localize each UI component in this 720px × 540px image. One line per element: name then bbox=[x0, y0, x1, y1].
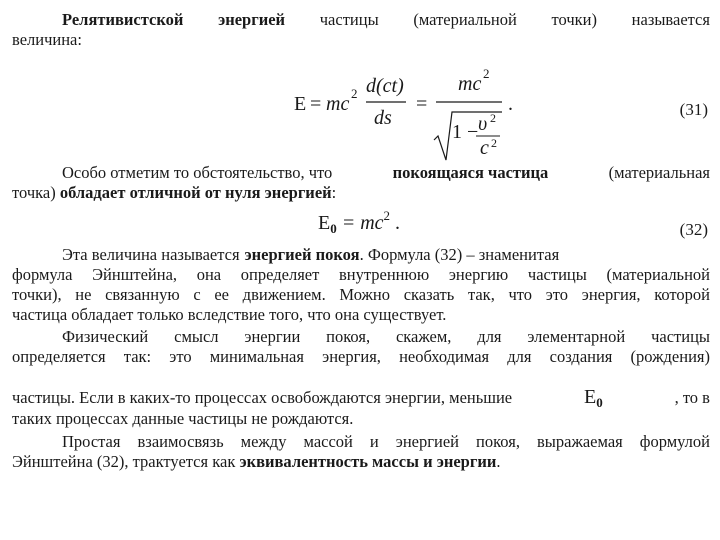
text: : bbox=[331, 183, 337, 202]
equation-31 bbox=[280, 60, 580, 170]
text: (материальная bbox=[608, 163, 710, 182]
eq31-num2-sq: 2 bbox=[483, 66, 490, 81]
e0-symbol: $E_0$ bbox=[583, 386, 603, 410]
eq31-ds: ds bbox=[374, 107, 392, 129]
para3-line3: точки), не связанную с ее движением. Можно сказать так, что это энергия, которой bbox=[12, 285, 710, 304]
eq31-one-minus: 1 − bbox=[452, 121, 479, 143]
text: Эта величина называется bbox=[62, 245, 240, 264]
eq31-c: c bbox=[480, 137, 489, 159]
term-energy: энергией bbox=[218, 10, 286, 29]
eq31-eq2: = bbox=[416, 93, 428, 115]
para5-line1: Простая взаимосвязь между массой и энергией покоя, выражаемая формулой bbox=[62, 432, 710, 451]
equation-31-svg bbox=[280, 60, 580, 170]
eq31-num2: mc bbox=[458, 73, 482, 95]
para3-line1 bbox=[62, 245, 710, 265]
text: частицы. Если в каких-то процессах освобождаются энергии, меньшие bbox=[12, 388, 513, 407]
para3-line4: частица обладает только вследствие того, что она существует. bbox=[12, 305, 447, 324]
word: точки) bbox=[551, 10, 597, 29]
text: Особо отметим то обстоятельство, что bbox=[62, 163, 333, 182]
eq31-sq: 2 bbox=[351, 86, 358, 101]
text: . bbox=[496, 452, 501, 471]
para4-line1: Физический смысл энергии покоя, скажем, для элементарной частицы bbox=[62, 327, 710, 346]
para3-line2: формула Эйнштейна, она определяет внутреннюю энергию частицы (материальной bbox=[12, 265, 710, 284]
eq31-dot: . bbox=[508, 93, 513, 115]
para1-line1 bbox=[62, 10, 710, 30]
word: частицы bbox=[319, 10, 379, 29]
eq31-v-sq: 2 bbox=[490, 111, 496, 125]
text: , то в bbox=[674, 388, 710, 407]
para4-line4: таких процессах данные частицы не рождаются. bbox=[12, 409, 354, 428]
eq32-rhs: = mc bbox=[341, 212, 384, 234]
eq32-sq: 2 bbox=[383, 208, 391, 223]
term-mass-energy-equivalence: эквивалентность массы и энергии bbox=[239, 452, 497, 471]
eq31-dct: d(ct) bbox=[366, 75, 404, 97]
eq32-lhs: E bbox=[318, 212, 331, 234]
text: Эйнштейна (32), трактуется как bbox=[12, 452, 236, 471]
word: (материальной bbox=[413, 10, 517, 29]
equation-32-number: (32) bbox=[679, 220, 708, 239]
eq32-sub: 0 bbox=[330, 221, 337, 236]
para5-line2 bbox=[12, 452, 710, 472]
eq31-lhs: E bbox=[294, 93, 307, 115]
eq32-dot: . bbox=[395, 212, 401, 234]
term-rest-particle: покоящаяся частица bbox=[392, 163, 549, 182]
term-relativistic: Релятивистской bbox=[62, 10, 184, 29]
eq31-mc: mc bbox=[326, 93, 350, 115]
equation-32 bbox=[318, 208, 400, 237]
eq31-c-sq: 2 bbox=[491, 136, 497, 150]
para4-line2: определяется так: это минимальная энергия, необходимая для создания (рождения) bbox=[12, 347, 710, 366]
eq31-eq: = bbox=[310, 93, 322, 115]
eq31-v: υ bbox=[478, 113, 488, 135]
term-rest-energy: энергией покоя bbox=[244, 245, 360, 264]
para2-line1 bbox=[62, 163, 710, 183]
text: . Формула (32) – знаменитая bbox=[359, 245, 560, 264]
term-nonzero-energy: обладает отличной от нуля энергией bbox=[59, 183, 332, 202]
equation-31-number: (31) bbox=[679, 100, 708, 119]
text: точка) bbox=[12, 183, 56, 202]
word: называется bbox=[631, 10, 710, 29]
para1-line2: величина: bbox=[12, 30, 82, 49]
para2-line2 bbox=[12, 183, 710, 203]
